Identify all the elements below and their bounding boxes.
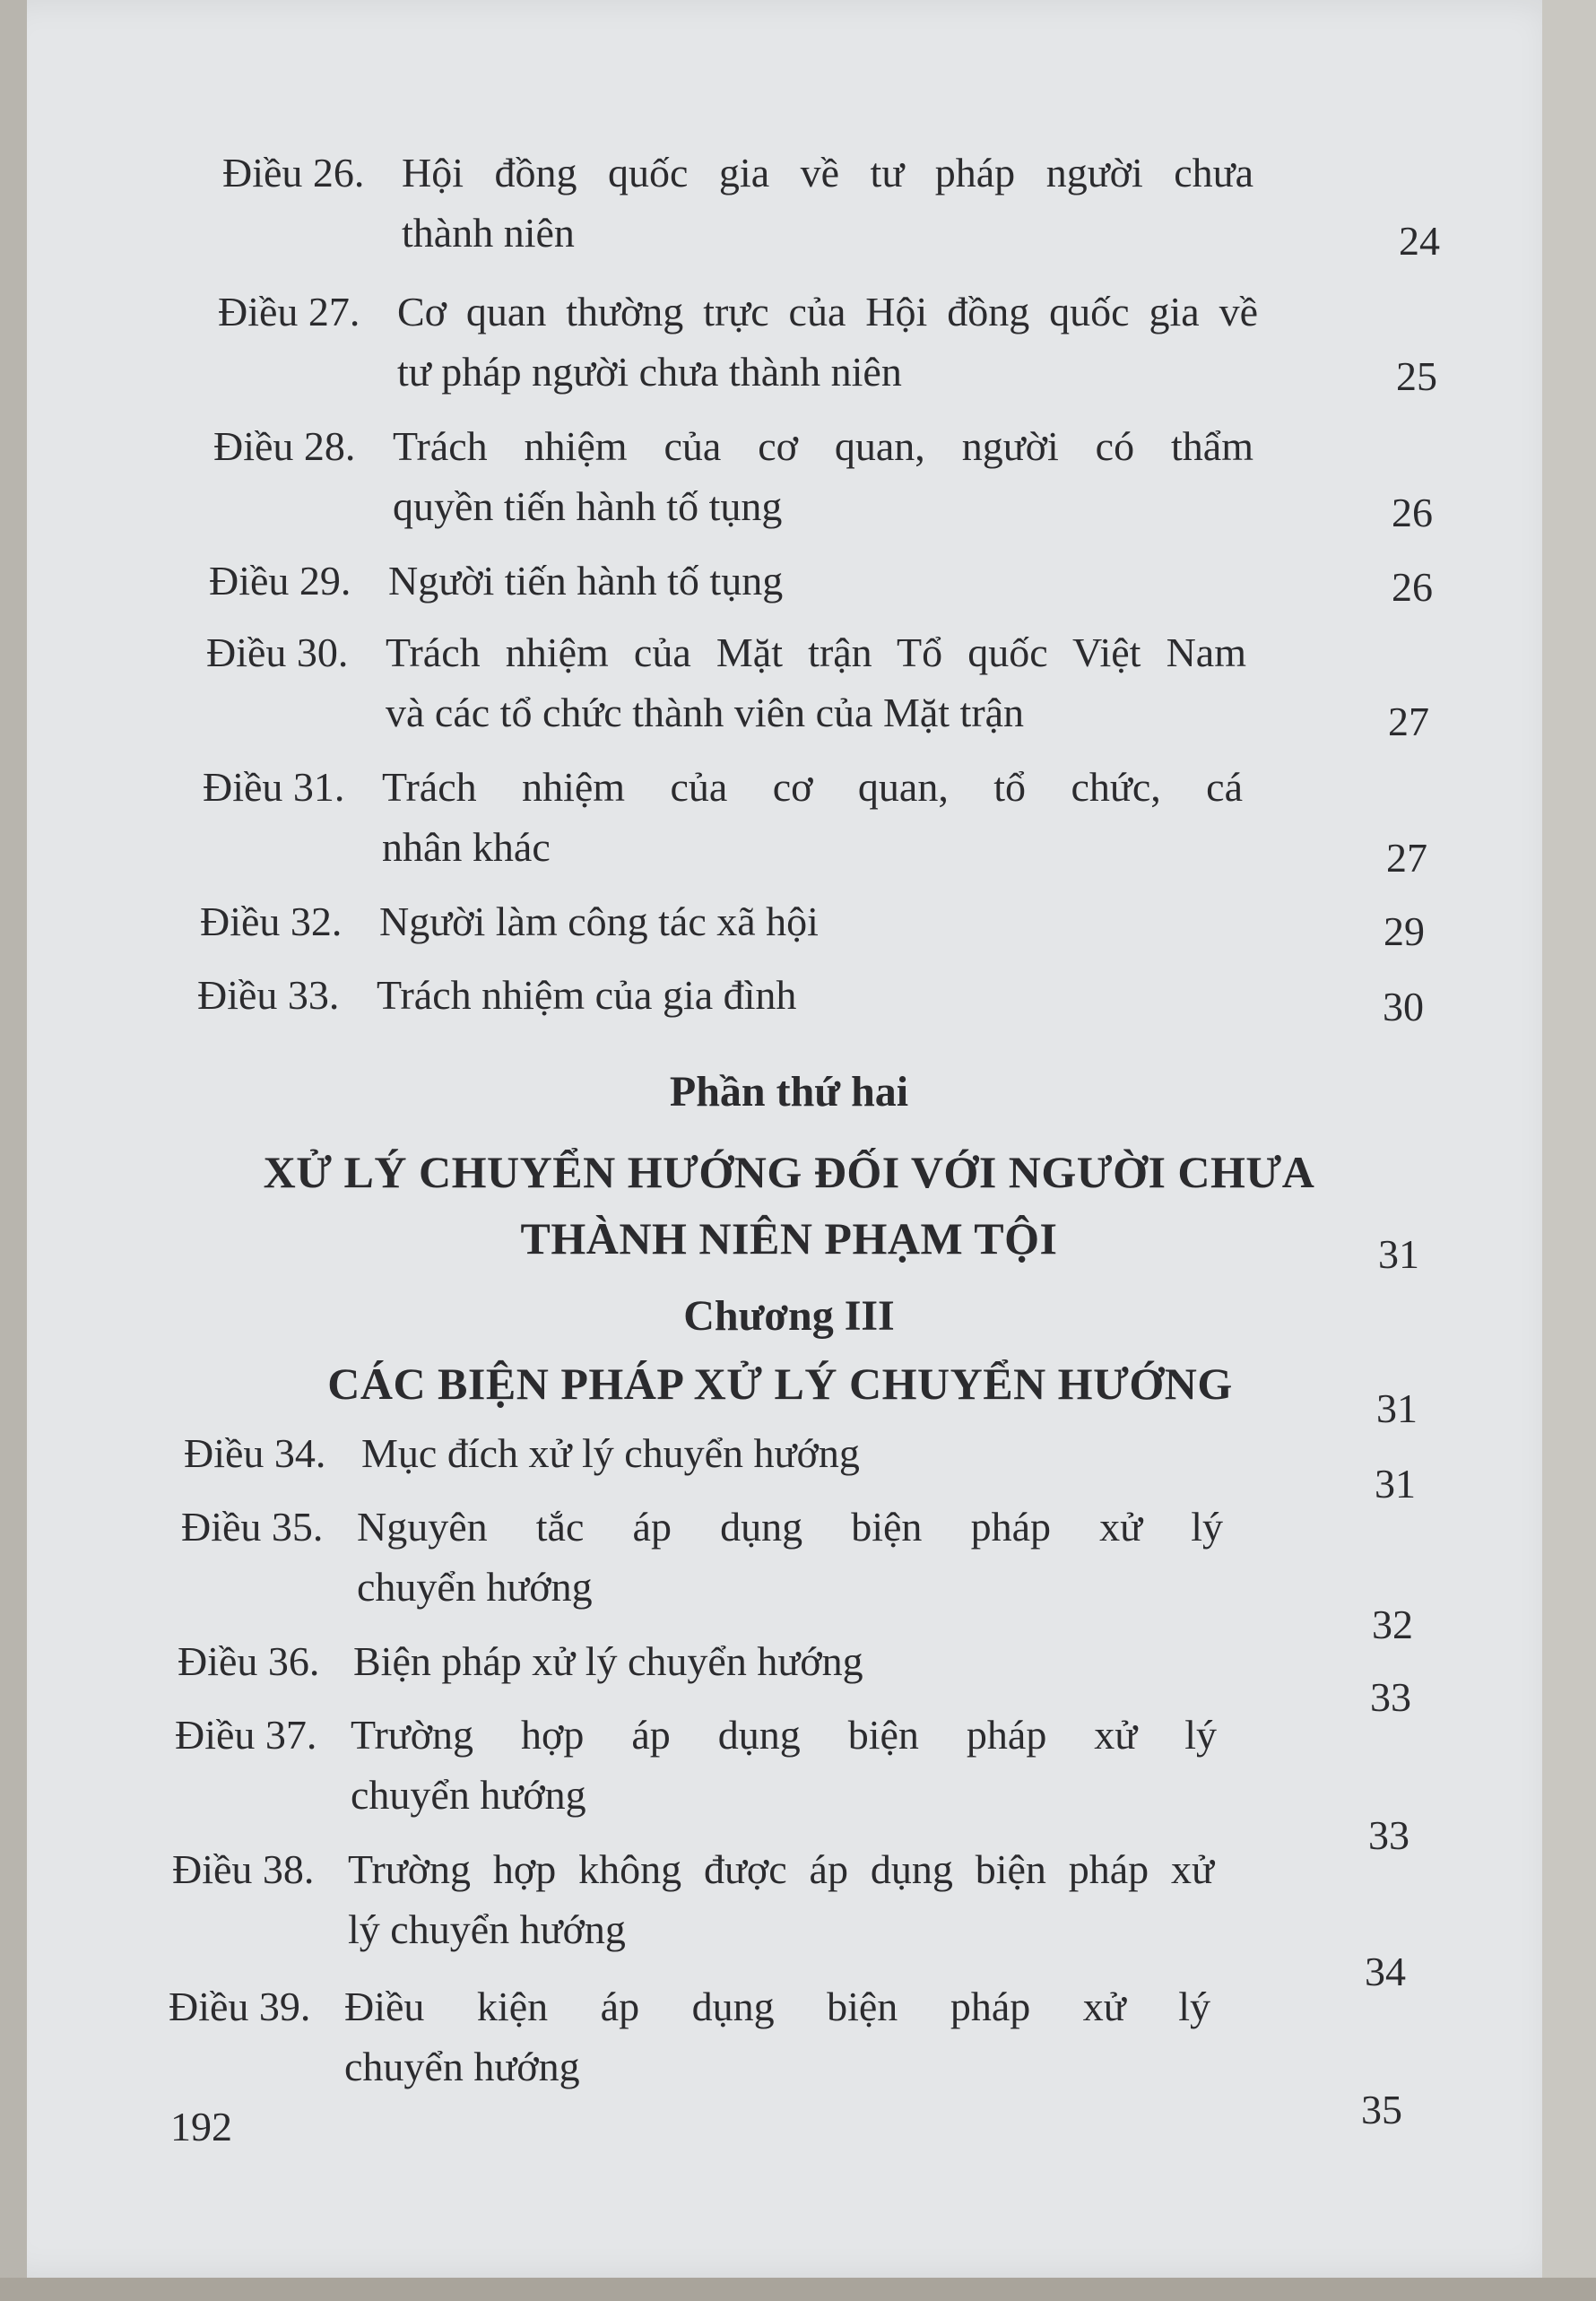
article-title-line: tư pháp người chưa thành niên xyxy=(397,348,902,395)
article-number: Điều 39. xyxy=(169,1984,311,2029)
article-number: Điều 37. xyxy=(175,1712,317,1758)
article-title xyxy=(361,1424,1222,1484)
article-title-line: Mục đích xử lý chuyển hướng xyxy=(361,1430,860,1476)
article-title xyxy=(402,143,1253,263)
article-title-line: Điều kiện áp dụng biện pháp xử lý xyxy=(344,1984,1210,2029)
page-ref: 34 xyxy=(1365,1949,1406,1994)
article-number: Điều 27. xyxy=(218,289,360,334)
article-title xyxy=(388,551,1249,612)
article-number: Điều 33. xyxy=(197,972,340,1018)
article-title-line: nhân khác xyxy=(382,823,551,870)
page-ref: 27 xyxy=(1386,835,1427,881)
article-title-line: Trường hợp không được áp dụng biện pháp xử xyxy=(348,1846,1214,1892)
page-ref: 31 xyxy=(1375,1461,1416,1507)
article-title-line: và các tổ chức thành viên của Mặt trận xyxy=(386,689,1025,735)
toc-entry xyxy=(206,623,1282,749)
article-number: Điều 26. xyxy=(222,150,365,195)
page-ref: 24 xyxy=(1399,218,1440,264)
article-title-line: chuyển hướng xyxy=(344,2043,580,2089)
page-ref: 33 xyxy=(1370,1674,1411,1720)
toc-entry xyxy=(181,1498,1257,1623)
page-ref: 29 xyxy=(1383,908,1425,954)
toc-entry xyxy=(203,758,1279,883)
page-ref: 25 xyxy=(1396,353,1437,399)
chapter-label: Chương III xyxy=(683,1292,895,1340)
article-title-line: Trách nhiệm của cơ quan, người có thẩm xyxy=(393,423,1253,469)
article-title-line: Biện pháp xử lý chuyển hướng xyxy=(353,1638,863,1684)
part-title-line: THÀNH NIÊN PHẠM TỘI xyxy=(520,1213,1058,1263)
article-title xyxy=(353,1632,1219,1692)
page-ref: 31 xyxy=(1378,1231,1419,1277)
article-title xyxy=(348,1840,1214,1959)
table-of-contents xyxy=(27,0,1578,2278)
toc-entry xyxy=(197,966,1273,1029)
page-ref: 35 xyxy=(1361,2087,1402,2132)
article-title-line: Cơ quan thường trực của Hội đồng quốc gia về xyxy=(397,289,1258,334)
chapter-title: CÁC BIỆN PHÁP XỬ LÝ CHUYỂN HƯỚNG xyxy=(327,1359,1233,1409)
page-ref: 33 xyxy=(1368,1812,1410,1858)
article-title-line: Trường hợp áp dụng biện pháp xử lý xyxy=(351,1712,1217,1758)
page-ref: 31 xyxy=(1376,1385,1418,1431)
article-title-line: lý chuyển hướng xyxy=(348,1906,626,1952)
toc-entry xyxy=(175,1706,1251,1831)
article-title-line: Hội đồng quốc gia về tư pháp người chưa xyxy=(402,150,1253,195)
article-title xyxy=(377,966,1237,1026)
toc-entry xyxy=(213,417,1289,543)
article-title xyxy=(357,1498,1223,1617)
article-title-line: Người tiến hành tố tụng xyxy=(388,558,784,603)
article-number: Điều 32. xyxy=(200,899,343,944)
article-title-line: chuyển hướng xyxy=(351,1771,586,1818)
page-ref: 30 xyxy=(1383,984,1424,1029)
article-number: Điều 30. xyxy=(206,630,349,675)
article-title-line: Người làm công tác xã hội xyxy=(379,899,819,944)
article-title-line: Trách nhiệm của gia đình xyxy=(377,972,797,1018)
toc-entry xyxy=(169,1977,1245,2103)
page-ref: 26 xyxy=(1392,490,1433,535)
article-title xyxy=(351,1706,1217,1825)
toc-entry xyxy=(222,143,1298,269)
article-title-line: quyền tiến hành tố tụng xyxy=(393,482,783,529)
page-number: 192 xyxy=(170,2104,232,2149)
article-title-line: Trách nhiệm của cơ quan, tổ chức, cá xyxy=(382,764,1243,810)
article-number: Điều 29. xyxy=(209,558,351,603)
article-title xyxy=(386,623,1246,742)
toc-entry xyxy=(209,551,1285,614)
article-number: Điều 35. xyxy=(181,1504,324,1550)
toc-entry xyxy=(200,892,1276,955)
page-gutter xyxy=(1542,0,1596,2301)
article-title xyxy=(382,758,1243,877)
table-surface xyxy=(0,2278,1596,2301)
toc-entry xyxy=(184,1424,1260,1487)
article-title xyxy=(393,417,1253,536)
part-label: Phần thứ hai xyxy=(669,1068,909,1116)
toc-entry xyxy=(218,282,1294,408)
article-number: Điều 28. xyxy=(213,423,356,469)
article-title-line: chuyển hướng xyxy=(357,1563,593,1610)
page-ref: 26 xyxy=(1392,564,1433,610)
article-title xyxy=(379,892,1240,952)
article-title-line: Trách nhiệm của Mặt trận Tổ quốc Việt Nam xyxy=(386,630,1246,675)
article-number: Điều 34. xyxy=(184,1430,326,1476)
book-page xyxy=(27,0,1578,2278)
page-ref: 32 xyxy=(1372,1602,1413,1647)
toc-entry xyxy=(178,1632,1253,1695)
article-title-line: Nguyên tắc áp dụng biện pháp xử lý xyxy=(357,1504,1223,1550)
article-title xyxy=(344,1977,1210,2097)
article-title-line: thành niên xyxy=(402,209,575,256)
article-title xyxy=(397,282,1258,402)
article-number: Điều 36. xyxy=(178,1638,320,1684)
page-ref: 27 xyxy=(1388,699,1429,744)
part-title-line: XỬ LÝ CHUYỂN HƯỚNG ĐỐI VỚI NGƯỜI CHƯA xyxy=(263,1147,1315,1197)
article-number: Điều 31. xyxy=(203,764,345,810)
article-number: Điều 38. xyxy=(172,1846,315,1892)
toc-entry xyxy=(172,1840,1248,1966)
